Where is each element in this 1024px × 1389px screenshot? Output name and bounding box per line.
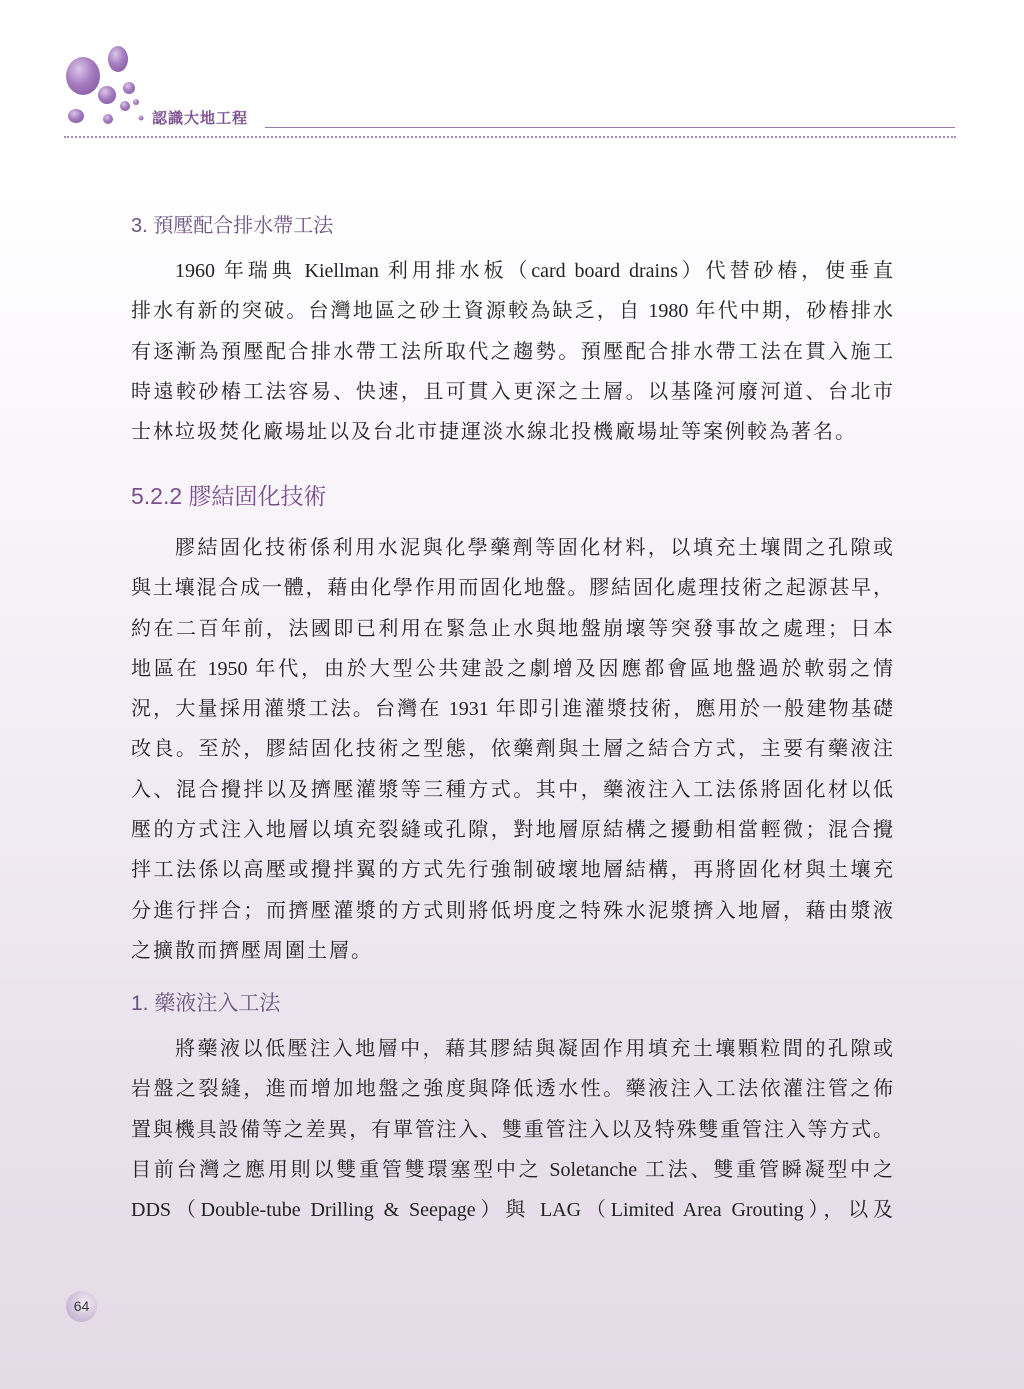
page-number-badge <box>66 1291 97 1322</box>
paragraph-line: 改良。至於，膠結固化技術之型態，依藥劑與土層之結合方式，主要有藥液注 <box>131 738 893 761</box>
paragraph-line: 與土壤混合成一體，藉由化學作用而固化地盤。膠結固化處理技術之起源甚早， <box>131 577 893 600</box>
paragraph-line: DDS（Double-tube Drilling & Seepage）與 LAG（Limited Area Grouting），以及 <box>131 1199 893 1222</box>
paragraph <box>131 251 893 452</box>
paragraph-line: 目前台灣之應用則以雙重管雙環塞型中之 Soletanche 工法、雙重管瞬凝型中之 <box>131 1158 893 1181</box>
paragraph-line: 時遠較砂樁工法容易、快速，且可貫入更深之土層。以基隆河廢河道、台北市 <box>131 380 893 403</box>
paragraph-line: 置與機具設備等之差異，有單管注入、雙重管注入以及特殊雙重管注入等方式。 <box>131 1118 893 1141</box>
paragraph <box>131 528 893 971</box>
paragraph-line: 岩盤之裂縫，進而增加地盤之強度與降低透水性。藥液注入工法依灌注管之佈 <box>131 1078 893 1101</box>
paragraph-line: 之擴散而擠壓周圍土層。 <box>131 939 373 962</box>
paragraph-line: 地區在 1950 年代，由於大型公共建設之劇增及因應都會區地盤過於軟弱之情 <box>131 657 893 680</box>
decorative-dots-icon <box>55 40 155 135</box>
paragraph-line: 1960 年瑞典 Kiellman 利用排水板（card board drains）代替砂樁，使垂直 <box>175 260 893 282</box>
paragraph-line: 排水有新的突破。台灣地區之砂土資源較為缺乏，自 1980 年代中期，砂樁排水 <box>131 300 893 323</box>
running-header-title: 認識大地工程 <box>152 110 249 127</box>
paragraph-line: 分進行拌合；而擠壓灌漿的方式則將低坍度之特殊水泥漿擠入地層，藉由漿液 <box>131 899 893 922</box>
section-heading: 5.2.2 膠結固化技術 <box>131 483 327 509</box>
paragraph-line: 拌工法係以高壓或攪拌翼的方式先行強制破壞地層結構，再將固化材與土壤充 <box>131 859 893 882</box>
paragraph-line: 約在二百年前，法國即已利用在緊急止水與地盤崩壞等突發事故之處理；日本 <box>131 617 893 640</box>
paragraph <box>131 1029 893 1230</box>
paragraph-line: 入、混合攪拌以及擠壓灌漿等三種方式。其中，藥液注入工法係將固化材以低 <box>131 778 893 801</box>
header-dotted-rule <box>64 136 956 138</box>
header-rule <box>265 127 955 128</box>
paragraph-line: 將藥液以低壓注入地層中，藉其膠結與凝固作用填充土壤顆粒間的孔隙或 <box>175 1038 893 1060</box>
paragraph-line: 壓的方式注入地層以填充裂縫或孔隙，對地層原結構之擾動相當輕微；混合攪 <box>131 819 893 842</box>
paragraph-line: 膠結固化技術係利用水泥與化學藥劑等固化材料，以填充土壤間之孔隙或 <box>175 537 893 559</box>
section-heading: 1. 藥液注入工法 <box>131 992 281 1015</box>
paragraph-line: 有逐漸為預壓配合排水帶工法所取代之趨勢。預壓配合排水帶工法在貫入施工 <box>131 340 893 363</box>
paragraph-line: 況，大量採用灌漿工法。台灣在 1931 年即引進灌漿技術，應用於一般建物基礎 <box>131 698 893 721</box>
section-heading: 3. 預壓配合排水帶工法 <box>131 215 334 237</box>
page-number: 64 <box>73 1298 90 1314</box>
paragraph-line: 士林垃圾焚化廠場址以及台北市捷運淡水線北投機廠場址等案例較為著名。 <box>131 421 857 444</box>
